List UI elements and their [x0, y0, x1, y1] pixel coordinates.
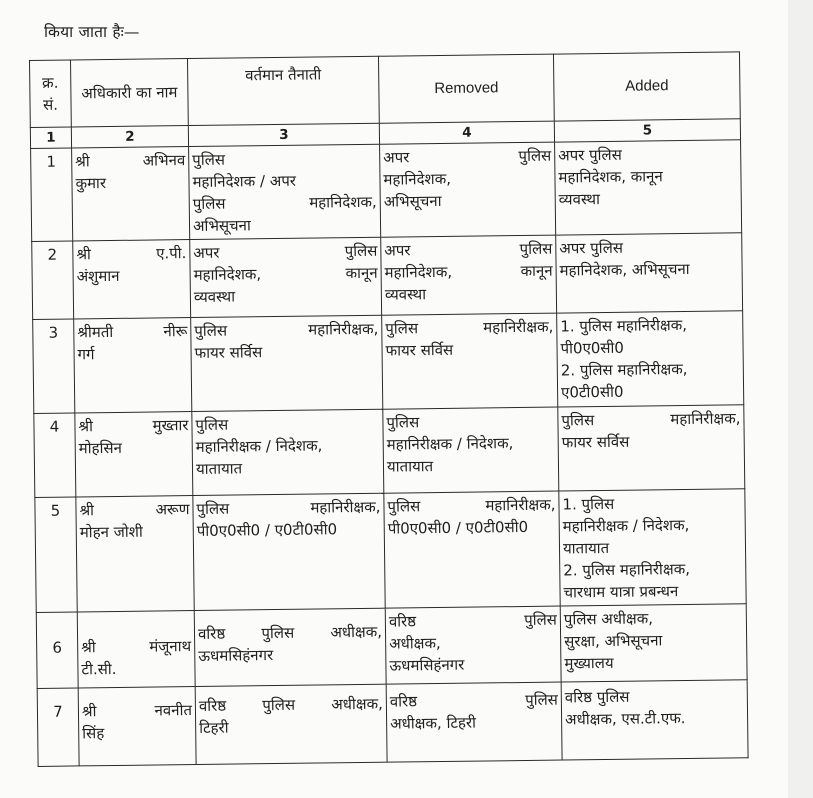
current-posting	[193, 493, 385, 610]
cell-line: अभिसूचना	[192, 216, 251, 236]
cell-line: यातायात	[562, 538, 610, 558]
header-row	[30, 52, 741, 128]
cell-line: पुलिस महानिरीक्षक,	[561, 409, 741, 430]
cell-line: 2. पुलिस महानिरीक्षक,	[560, 359, 688, 380]
added-post	[559, 489, 746, 606]
cell-line: टिहरी	[199, 718, 229, 737]
page-edge	[788, 0, 813, 798]
cell-line: पुलिस	[195, 415, 229, 434]
cell-line: 1. पुलिस महानिरीक्षक,	[560, 315, 688, 336]
cell-line: पी0ए0सी0 / ए0टी0सी0	[387, 517, 529, 538]
cell-line: चारधाम यात्रा प्रबन्धन	[563, 582, 679, 602]
cell-line: फायर सर्विस	[561, 432, 630, 452]
cell-line: अभिसूचना	[383, 191, 442, 211]
cell-line: महानिदेशक, कानून	[558, 167, 663, 187]
table-row	[31, 140, 742, 242]
officer-name-line: टी.सी.	[81, 659, 117, 679]
removed-post	[380, 142, 556, 237]
current-posting	[189, 144, 381, 239]
table-row	[34, 405, 745, 498]
removed-post	[383, 407, 559, 493]
column-number: 3	[188, 123, 379, 146]
cell-line: महानिदेशक / अपर	[192, 171, 297, 192]
current-posting	[191, 315, 383, 411]
cell-line: अधीक्षक, टिहरी	[390, 713, 477, 733]
cell-line: पी0ए0सी0 / ए0टी0सी0	[196, 520, 338, 540]
cell-line: अधीक्षक,	[389, 634, 441, 653]
cell-line: पुलिस महानिरीक्षक,	[385, 317, 554, 338]
removed-post	[385, 606, 561, 684]
column-number: 2	[71, 126, 188, 148]
intro-text: किया जाता हैः—	[44, 23, 140, 41]
table-row	[35, 489, 746, 613]
cell-line: यातायात	[195, 459, 243, 478]
officer-name-line: अंशुमान	[76, 266, 120, 286]
added-post	[555, 140, 742, 235]
officer-name	[74, 318, 192, 413]
transfer-table	[29, 51, 749, 767]
cell-line: 2. पुलिस महानिरीक्षक,	[563, 559, 691, 580]
officer-name-line: गर्ग	[77, 345, 95, 364]
added-post	[556, 233, 743, 313]
officer-name	[78, 687, 196, 766]
table-row	[37, 680, 748, 767]
officer-name-line: सिंह	[82, 724, 105, 743]
cell-line: फायर सर्विस	[194, 343, 263, 362]
cell-line: पी0ए0सी0	[560, 338, 625, 358]
cell-line: अपर पुलिस	[384, 239, 553, 260]
cell-line: वरिष्ठ पुलिस अधीक्षक,	[197, 622, 383, 643]
cell-line: वरिष्ठ पुलिस	[564, 687, 630, 707]
table-row	[36, 604, 747, 689]
added-post	[561, 680, 748, 760]
officer-name-line: श्री अभिनव	[75, 151, 186, 171]
cell-line: पुलिस महानिरीक्षक,	[196, 497, 381, 518]
cell-line: महानिदेशक, कानून	[193, 263, 378, 285]
column-number: 1	[30, 127, 71, 148]
officer-name-line: मोहसिन	[78, 438, 123, 458]
cell-line: सुरक्षा, अभिसूचना	[564, 631, 663, 651]
column-number: 5	[554, 119, 740, 142]
officer-name-line: श्री नवनीत	[81, 701, 193, 721]
officer-name-line: श्री ए.पी.	[76, 244, 187, 264]
removed-post	[386, 682, 562, 762]
cell-line: वरिष्ठ पुलिस	[389, 690, 558, 711]
cell-line: पुलिस अधीक्षक,	[563, 609, 654, 629]
serial-number: 1	[31, 148, 73, 241]
cell-line: मुख्यालय	[564, 653, 614, 673]
officer-name-line: श्रीमती नीरू	[77, 322, 188, 342]
serial-number: 6	[36, 612, 78, 688]
header-added: Added	[553, 52, 740, 121]
cell-line: पुलिस महानिदेशक,	[192, 192, 377, 214]
officer-name	[73, 240, 191, 319]
header-serial: क्र. सं.	[30, 60, 72, 127]
cell-line: अपर पुलिस	[193, 241, 378, 263]
table-row	[32, 233, 743, 320]
officer-name	[77, 611, 195, 688]
added-post	[558, 405, 745, 491]
cell-line: पुलिस	[192, 150, 226, 170]
cell-line: महानिरीक्षक / निदेशक,	[562, 515, 690, 536]
cell-line: ए0टी0सी0	[560, 382, 624, 402]
current-posting	[194, 608, 386, 686]
current-posting	[192, 409, 384, 495]
cell-line: फायर सर्विस	[385, 340, 454, 360]
cell-line: ऊधमसिहंनगर	[198, 646, 274, 665]
cell-line: महानिरीक्षक / निदेशक,	[386, 434, 514, 454]
current-posting	[195, 684, 387, 764]
added-post	[557, 311, 744, 407]
serial-number: 3	[33, 319, 75, 413]
cell-line: पुलिस महानिरीक्षक,	[194, 319, 379, 340]
cell-line: वरिष्ठ पुलिस	[388, 610, 557, 631]
serial-number: 4	[34, 413, 76, 497]
column-number: 4	[379, 121, 554, 144]
cell-line: पुलिस	[386, 413, 420, 432]
officer-name-line: श्री मुख्तार	[78, 416, 189, 436]
cell-line: व्यवस्था	[384, 285, 427, 304]
cell-line: महानिदेशक,	[383, 169, 452, 189]
serial-number: 7	[37, 688, 79, 766]
officer-name-line: श्री अरूण	[79, 500, 190, 520]
officer-name-line: श्री मंजूनाथ	[81, 637, 192, 657]
serial-number: 2	[32, 241, 74, 319]
cell-line: व्यवस्था	[558, 190, 601, 209]
current-posting	[190, 237, 382, 317]
officer-name-line: कुमार	[75, 174, 107, 193]
cell-line: ऊधमसिहंनगर	[389, 655, 465, 675]
officer-name	[72, 147, 190, 241]
officer-name-line: मोहन जोशी	[79, 522, 143, 542]
header-current-posting: वर्तमान तैनाती	[187, 56, 379, 125]
cell-line: महानिदेशक, कानून	[384, 261, 553, 282]
cell-line: वरिष्ठ पुलिस अधीक्षक,	[198, 694, 384, 715]
header-removed: Removed	[378, 54, 554, 123]
cell-line: अपर पुलिस	[558, 145, 622, 165]
cell-line: 1. पुलिस	[562, 494, 615, 514]
officer-name	[75, 412, 193, 497]
removed-post	[381, 235, 557, 315]
cell-line: यातायात	[386, 457, 434, 476]
serial-number: 5	[35, 497, 77, 612]
cell-line: अपर पुलिस	[559, 238, 624, 258]
table-row	[33, 311, 744, 414]
cell-line: पुलिस महानिरीक्षक,	[387, 495, 556, 516]
added-post	[560, 604, 747, 682]
cell-line: अधीक्षक, एस.टी.एफ.	[564, 709, 686, 729]
cell-line: व्यवस्था	[193, 287, 236, 307]
cell-line: महानिदेशक, अभिसूचना	[559, 259, 690, 280]
header-officer-name: अधिकारी का नाम	[71, 59, 189, 127]
cell-line: महानिरीक्षक / निदेशक,	[195, 436, 323, 456]
removed-post	[382, 313, 558, 409]
officer-name	[76, 496, 194, 612]
cell-line: अपर पुलिस	[383, 146, 552, 167]
removed-post	[384, 491, 560, 608]
